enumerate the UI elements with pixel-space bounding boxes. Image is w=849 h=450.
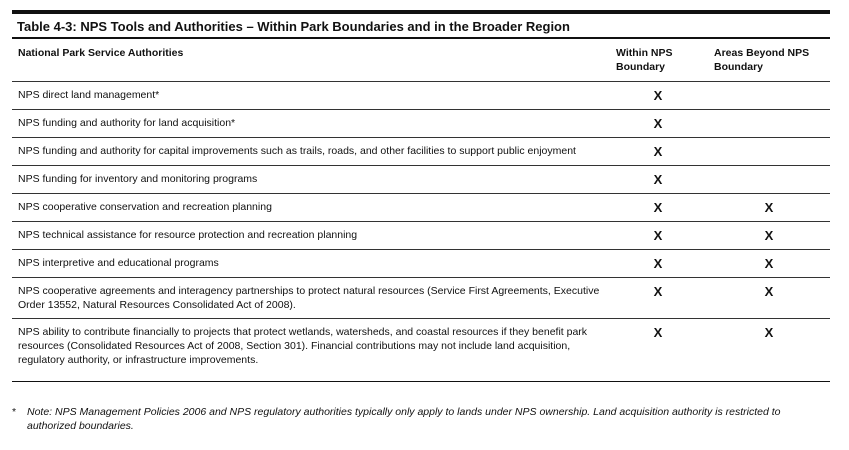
within-mark: X bbox=[608, 194, 708, 222]
within-mark: X bbox=[608, 250, 708, 278]
beyond-mark bbox=[708, 110, 830, 138]
header-authority: National Park Service Authorities bbox=[12, 39, 608, 82]
authority-cell: NPS cooperative agreements and interagency partnerships to protect natural resources (Service First Agreements, Executive Order 13552, Natural Resources Consolidated Act of 2008). bbox=[12, 278, 608, 319]
within-mark: X bbox=[608, 110, 708, 138]
table-row bbox=[12, 194, 830, 222]
within-mark: X bbox=[653, 88, 663, 103]
beyond-mark: X bbox=[708, 278, 830, 319]
authority-cell: NPS ability to contribute financially to projects that protect wetlands, watersheds, and coastal resources if they benefit park resources (Consolidated Resources Act of 2008, Section 301). Financial contributions may not include land acquisition, regulatory authority, or infrastructure improvements. bbox=[12, 319, 608, 382]
beyond-mark bbox=[708, 166, 830, 194]
within-mark: X bbox=[608, 166, 708, 194]
authority-cell: NPS funding and authority for land acquisition* bbox=[12, 110, 608, 138]
footnote-marker: * bbox=[12, 406, 17, 418]
table-header-row bbox=[12, 39, 830, 82]
authority-cell: NPS direct land management* bbox=[18, 89, 160, 101]
header-beyond-boundary: Areas Beyond NPS Boundary bbox=[708, 39, 830, 82]
footnote-text: Note: NPS Management Policies 2006 and NPS regulatory authorities typically only apply to lands under NPS ownership. Land acquisition authority is restricted to authorized boundaries. bbox=[27, 406, 781, 432]
table-row bbox=[12, 138, 830, 166]
beyond-mark: X bbox=[708, 319, 830, 382]
table-row bbox=[12, 166, 830, 194]
table-row bbox=[12, 110, 830, 138]
authority-cell: NPS technical assistance for resource protection and recreation planning bbox=[12, 222, 608, 250]
table-row bbox=[12, 222, 830, 250]
beyond-mark: X bbox=[708, 194, 830, 222]
authority-cell: NPS funding for inventory and monitoring programs bbox=[12, 166, 608, 194]
table-footnote bbox=[12, 405, 827, 433]
header-within-boundary: Within NPS Boundary bbox=[608, 39, 708, 82]
within-mark: X bbox=[608, 138, 708, 166]
within-mark: X bbox=[608, 222, 708, 250]
table-row bbox=[12, 319, 830, 382]
beyond-mark bbox=[708, 138, 830, 166]
beyond-mark: X bbox=[708, 250, 830, 278]
table-row bbox=[12, 278, 830, 319]
within-mark: X bbox=[608, 319, 708, 382]
authority-cell: NPS cooperative conservation and recreation planning bbox=[12, 194, 608, 222]
table-row bbox=[12, 250, 830, 278]
table-row bbox=[12, 82, 830, 110]
authorities-table-block bbox=[12, 10, 830, 382]
within-mark: X bbox=[608, 278, 708, 319]
beyond-mark: X bbox=[708, 222, 830, 250]
authority-cell: NPS funding and authority for capital improvements such as trails, roads, and other facilities to support public enjoyment bbox=[12, 138, 608, 166]
beyond-mark bbox=[708, 82, 830, 110]
table-caption: Table 4-3: NPS Tools and Authorities – Within Park Boundaries and in the Broader Region bbox=[17, 19, 570, 34]
authorities-table bbox=[12, 39, 830, 382]
authority-cell: NPS interpretive and educational programs bbox=[12, 250, 608, 278]
